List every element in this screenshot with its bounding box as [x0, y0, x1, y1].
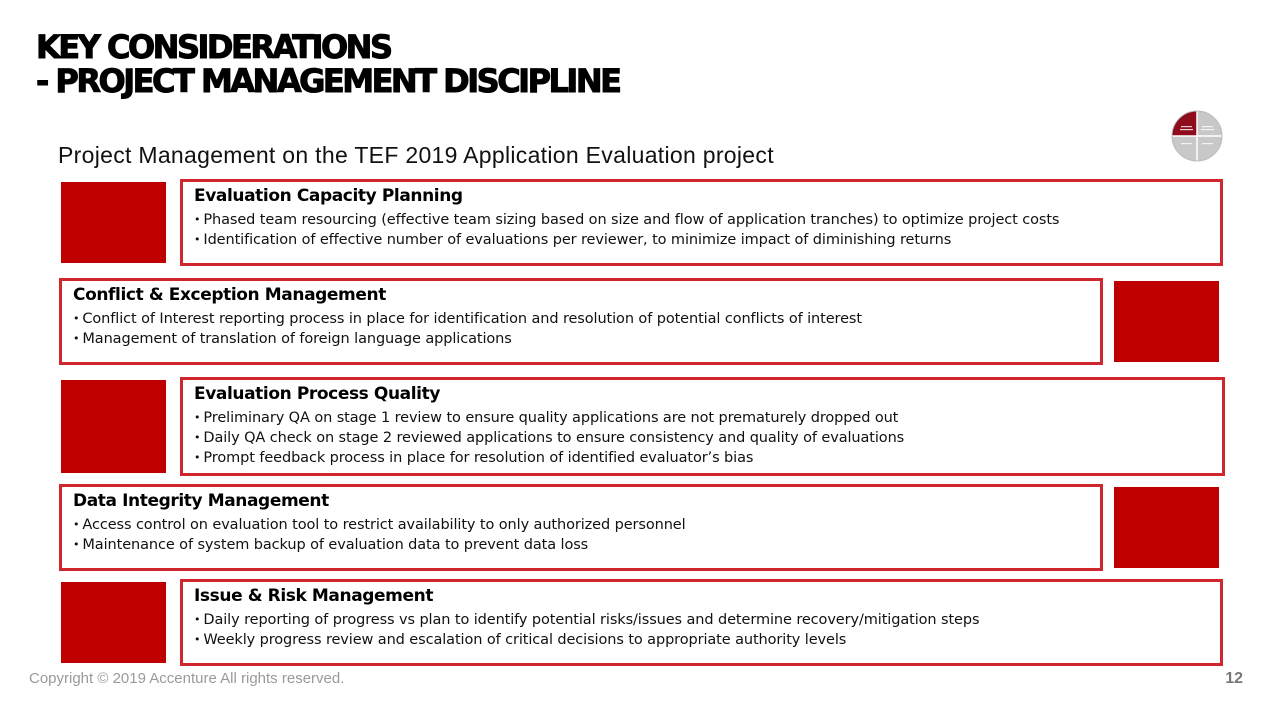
bullet-item: • Identification of effective number of evaluations per reviewer, to minimize impact of diminishing returns — [194, 230, 1220, 250]
section-heading: Conflict & Exception Management — [73, 285, 386, 305]
section-heading: Evaluation Process Quality — [194, 384, 440, 404]
accent-block-3 — [61, 380, 166, 473]
bullet-item: • Daily reporting of progress vs plan to identify potential risks/issues and determine recovery/mitigation steps — [194, 610, 1220, 630]
accent-block-1 — [61, 182, 166, 263]
bullet-item: • Preliminary QA on stage 1 review to ensure quality applications are not prematurely dropped out — [194, 408, 1222, 428]
section-card-capacity-planning — [180, 179, 1223, 266]
slide-subtitle: Project Management on the TEF 2019 Application Evaluation project — [58, 142, 774, 168]
section-navigator-wheel-icon — [1171, 110, 1223, 162]
bullet-item: • Management of translation of foreign language applications — [73, 329, 1100, 349]
accent-block-2 — [1114, 281, 1219, 362]
section-card-process-quality — [180, 377, 1225, 476]
bullet-item: • Phased team resourcing (effective team sizing based on size and flow of application tranches) to optimize project costs — [194, 210, 1220, 230]
section-card-conflict-management — [59, 278, 1103, 365]
section-card-data-integrity — [59, 484, 1103, 571]
bullet-item: • Maintenance of system backup of evaluation data to prevent data loss — [73, 535, 1100, 555]
bullet-item: • Daily QA check on stage 2 reviewed applications to ensure consistency and quality of evaluations — [194, 428, 1222, 448]
section-heading: Data Integrity Management — [73, 491, 329, 511]
bullet-item: • Prompt feedback process in place for resolution of identified evaluator’s bias — [194, 448, 1222, 468]
accent-block-5 — [61, 582, 166, 663]
section-heading: Issue & Risk Management — [194, 586, 434, 606]
section-heading: Evaluation Capacity Planning — [194, 186, 463, 206]
accent-block-4 — [1114, 487, 1219, 568]
bullet-item: • Conflict of Interest reporting process in place for identification and resolution of potential conflicts of interest — [73, 309, 1100, 329]
page-number: 12 — [1225, 670, 1243, 687]
slide-title — [36, 30, 619, 98]
section-card-risk-management — [180, 579, 1223, 666]
bullet-item: • Weekly progress review and escalation of critical decisions to appropriate authority levels — [194, 630, 1220, 650]
slide-title-line2: - PROJECT MANAGEMENT DISCIPLINE — [36, 62, 620, 100]
bullet-item: • Access control on evaluation tool to restrict availability to only authorized personnel — [73, 515, 1100, 535]
slide-title-line1: KEY CONSIDERATIONS — [36, 28, 391, 66]
copyright-footer: Copyright © 2019 Accenture All rights reserved. — [29, 670, 345, 687]
